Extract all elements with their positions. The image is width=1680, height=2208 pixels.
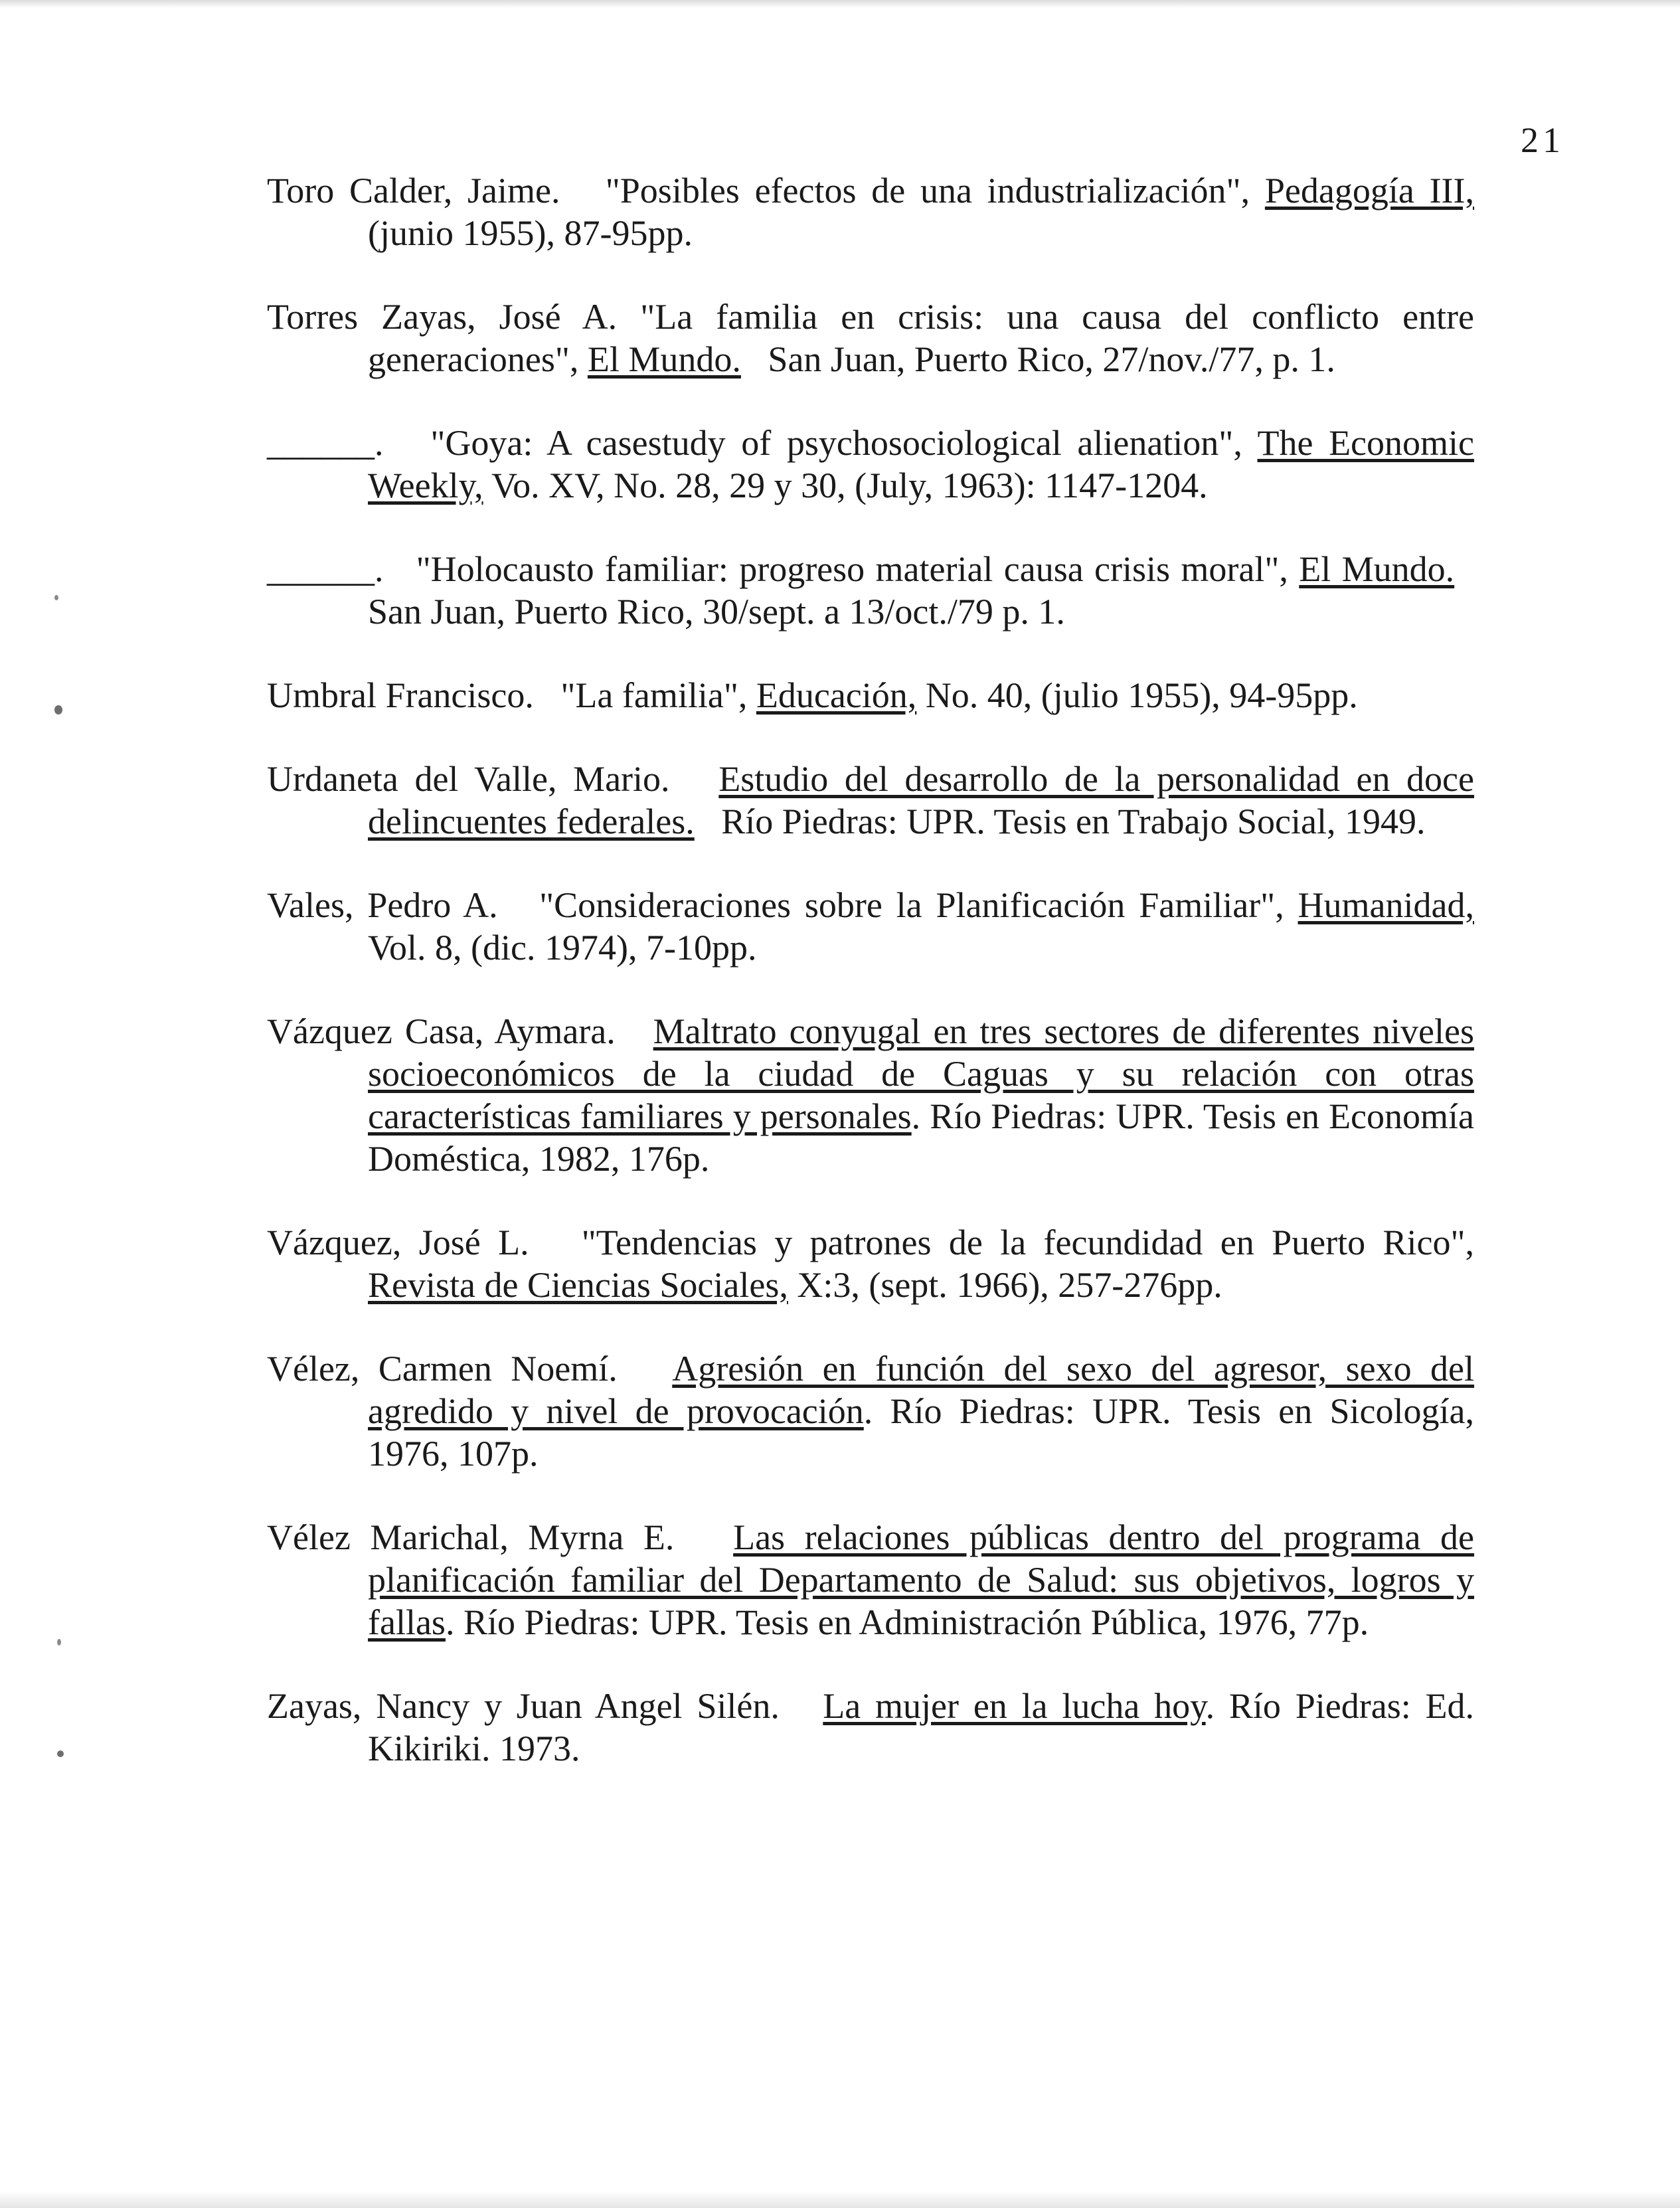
bibliography-entry: [267, 296, 1474, 381]
scan-bottom-edge: [0, 2191, 1680, 2208]
bibliography-entry: [267, 169, 1474, 254]
entry-source: Las relaciones públicas dentro del programa de planificación familiar del Departamento de Salud: sus objetivos, logros y fallas: [368, 1517, 1475, 1642]
entry-details: X:3, (sept. 1966), 257-276pp.: [797, 1265, 1222, 1305]
entry-author: Vázquez Casa, Aymara.: [267, 1011, 616, 1051]
entry-author: Torres Zayas, José A.: [267, 297, 618, 337]
bibliography-entry: [267, 884, 1474, 969]
bibliography-entry: [267, 1347, 1474, 1475]
entry-title: "La familia en crisis: una causa del conflicto entre generaciones",: [368, 297, 1474, 379]
entry-author-repeat: ______.: [267, 423, 384, 463]
scan-speck: [57, 1639, 61, 1646]
scan-speck: [57, 1750, 64, 1757]
entry-author: Vales, Pedro A.: [267, 885, 498, 925]
entry-details: San Juan, Puerto Rico, 30/sept. a 13/oct./79 p. 1.: [368, 592, 1065, 632]
entry-title: "La familia",: [560, 675, 748, 715]
entry-source: Agresión en función del sexo del agresor, sexo del agredido y nivel de provocación: [368, 1349, 1475, 1431]
bibliography-list: [267, 169, 1474, 1811]
bibliography-entry: [267, 548, 1474, 633]
entry-source: Educación,: [756, 675, 917, 715]
bibliography-entry: [267, 422, 1474, 507]
entry-author: Toro Calder, Jaime.: [267, 171, 560, 211]
entry-details: Río Piedras: UPR. Tesis en Trabajo Social, 1949.: [721, 802, 1426, 841]
entry-title: "Posibles efectos de una industrialización",: [605, 171, 1250, 211]
entry-source: Humanidad,: [1298, 885, 1474, 925]
entry-details: . Río Piedras: UPR. Tesis en Administración Pública, 1976, 77p.: [445, 1602, 1369, 1642]
entry-title: "Consideraciones sobre la Planificación Familiar",: [539, 885, 1284, 925]
entry-source: Estudio del desarrollo de la personalidad en doce delincuentes federales.: [368, 759, 1474, 841]
bibliography-entry: [267, 1221, 1474, 1306]
scan-speck: [54, 705, 62, 715]
entry-title: "Goya: A casestudy of psychosociological alienation",: [430, 423, 1242, 463]
entry-author: Zayas, Nancy y Juan Angel Silén.: [267, 1686, 780, 1726]
entry-author: Urdaneta del Valle, Mario.: [267, 759, 670, 799]
page-number: 21: [1521, 120, 1564, 160]
entry-details: Vol. 8, (dic. 1974), 7-10pp.: [368, 928, 757, 968]
entry-source: El Mundo.: [1299, 549, 1455, 589]
entry-author: Vélez Marichal, Myrna E.: [267, 1517, 675, 1557]
entry-source: The Economic Weekly,: [368, 423, 1475, 505]
entry-details: Vo. XV, No. 28, 29 y 30, (July, 1963): 1147-1204.: [491, 466, 1208, 505]
entry-title: "Holocausto familiar: progreso material causa crisis moral",: [416, 549, 1288, 589]
entry-author: Vázquez, José L.: [267, 1223, 529, 1262]
entry-details: . Río Piedras: UPR. Tesis en Economía Doméstica, 1982, 176p.: [368, 1096, 1474, 1179]
entry-author: Vélez, Carmen Noemí.: [267, 1349, 618, 1389]
bibliography-entry: [267, 1010, 1474, 1180]
bibliography-entry: [267, 674, 1474, 717]
entry-source: Maltrato conyugal en tres sectores de diferentes niveles socioeconómicos de la ciudad de Caguas y su relación con otras características familiares y personales: [368, 1011, 1474, 1136]
entry-title: "Tendencias y patrones de la fecundidad en Puerto Rico",: [581, 1223, 1474, 1262]
entry-source: El Mundo.: [587, 339, 741, 379]
entry-details: (junio 1955), 87-95pp.: [368, 213, 693, 253]
entry-details: No. 40, (julio 1955), 94-95pp.: [925, 675, 1358, 715]
scan-top-edge: [0, 0, 1680, 8]
bibliography-entry: [267, 758, 1474, 843]
entry-author-repeat: ______.: [267, 549, 384, 589]
entry-source: Pedagogía III,: [1264, 171, 1475, 211]
entry-author: Umbral Francisco.: [267, 675, 534, 715]
entry-source: La mujer en la lucha hoy: [823, 1686, 1206, 1726]
scan-speck: [54, 595, 58, 600]
bibliography-entry: [267, 1516, 1474, 1644]
entry-details: San Juan, Puerto Rico, 27/nov./77, p. 1.: [768, 339, 1335, 379]
entry-source: Revista de Ciencias Sociales,: [368, 1265, 788, 1305]
entry-details: . Río Piedras: UPR. Tesis en Sicología, 1976, 107p.: [368, 1391, 1474, 1474]
bibliography-entry: [267, 1685, 1474, 1770]
entry-details: . Río Piedras: Ed. Kikiriki. 1973.: [368, 1686, 1474, 1768]
